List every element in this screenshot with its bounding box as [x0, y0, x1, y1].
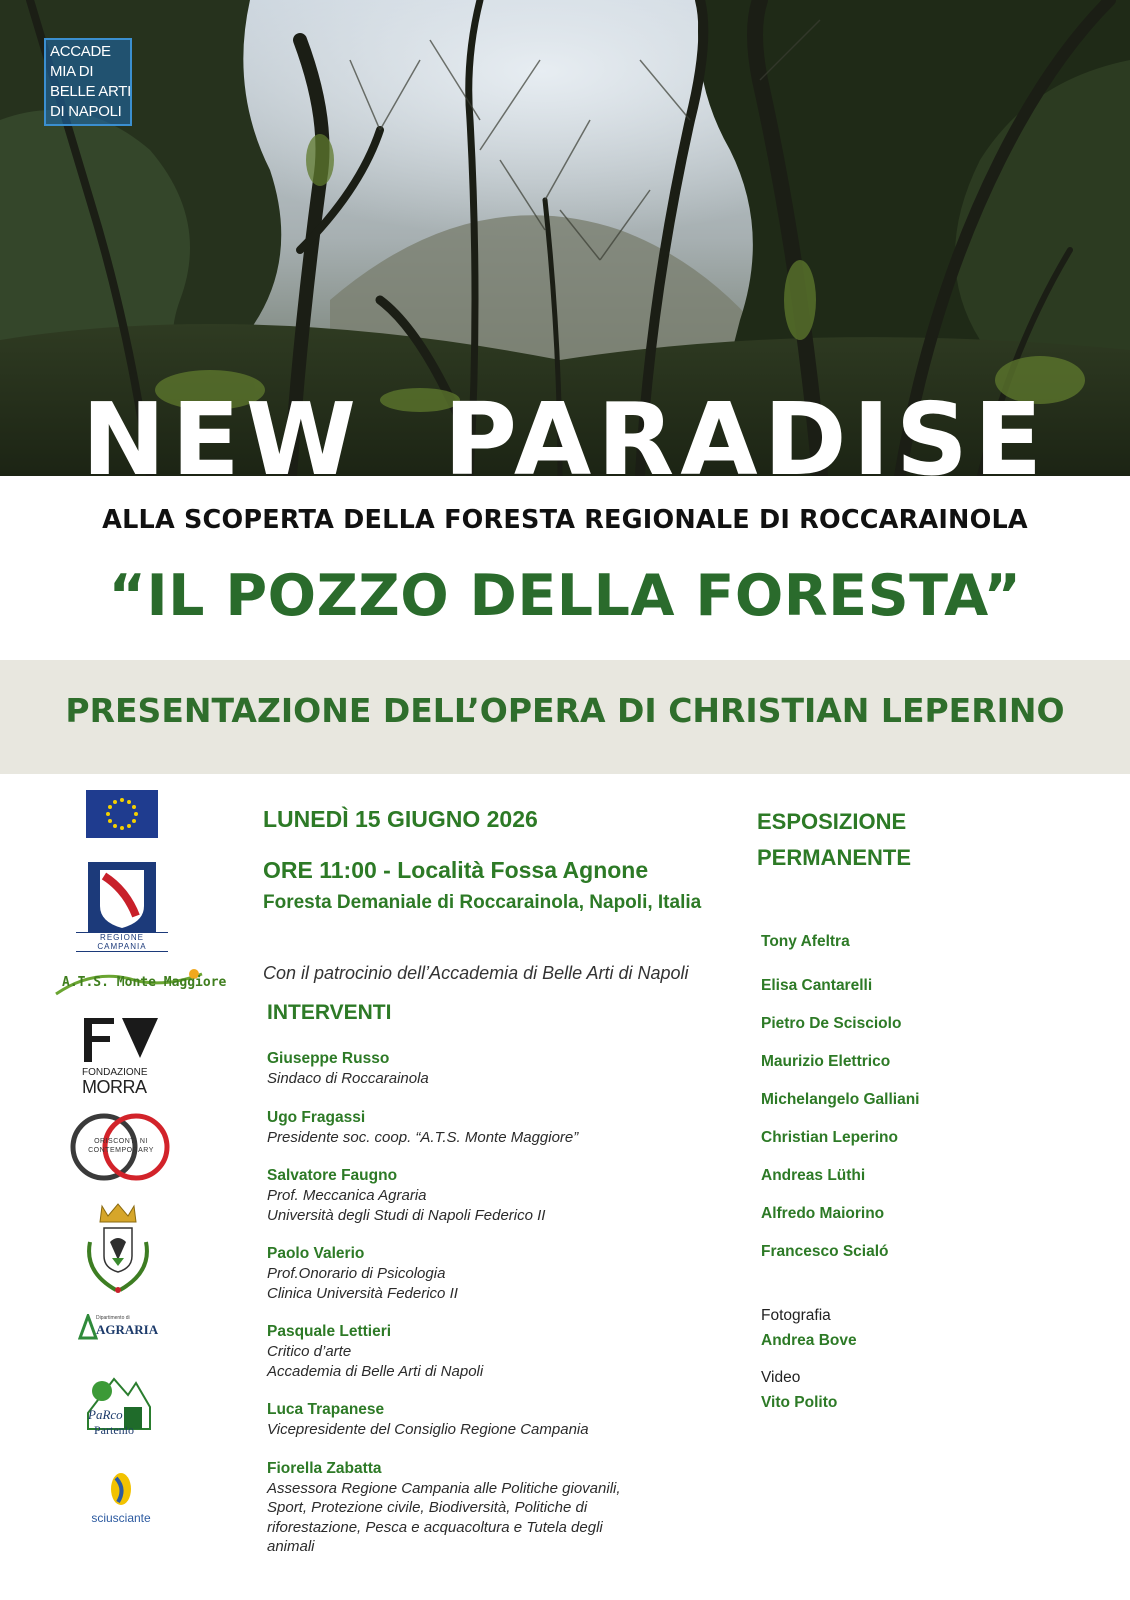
agraria-top-label: Dipartimento di [96, 1315, 130, 1321]
esposizione-heading-line: ESPOSIZIONE [757, 809, 907, 834]
artist-name: Alfredo Maiorino [761, 1205, 885, 1222]
accademia-logo-line: ACCADE [50, 43, 111, 60]
speaker-name: Giuseppe Russo [267, 1050, 390, 1067]
event-address: Foresta Demaniale di Roccarainola, Napoli, Italia [263, 892, 702, 913]
speaker-item [267, 1108, 697, 1148]
speaker-item [267, 1049, 697, 1089]
accademia-logo [44, 38, 132, 126]
regione-campania-logo [76, 860, 168, 950]
sponsor-logos [0, 790, 250, 1600]
speaker-role: Assessora Regione Campania alle Politiche giovanili, [267, 1479, 621, 1497]
speaker-role: Sport, Protezione civile, Biodiversità, Politiche di [267, 1499, 588, 1516]
ats-monte-maggiore-logo [54, 966, 227, 996]
photo-credit-name: Andrea Bove [761, 1332, 857, 1349]
agraria-label: AGRARIA [96, 1322, 159, 1337]
agraria-logo [78, 1314, 160, 1340]
sciusciante-label: sciusciante [91, 1511, 151, 1525]
regione-campania-label: REGIONE CAMPANIA [76, 932, 168, 952]
speaker-item [267, 1244, 697, 1303]
speaker-name: Fiorella Zabatta [267, 1459, 382, 1477]
morra-bottom-label: MORRA [82, 1077, 147, 1097]
artist-name: Francesco Scialó [761, 1243, 889, 1260]
speaker-item [267, 1459, 697, 1557]
speaker-name: Salvatore Faugno [267, 1167, 398, 1184]
hero-photo [0, 0, 1130, 476]
orizzonti-line: CONTEMPORARY [88, 1147, 154, 1154]
speaker-item [267, 1400, 697, 1440]
speaker-list [267, 1049, 697, 1576]
ats-label: A.T.S. Monte Maggiore [62, 975, 227, 990]
patronage-note: Con il patrocinio dell’Accademia di Belle Arti di Napoli [263, 963, 689, 983]
speaker-role: Vicepresidente del Consiglio Regione Campania [267, 1421, 589, 1438]
speaker-name: Paolo Valerio [267, 1245, 365, 1262]
artist-name: Andreas Lüthi [761, 1167, 866, 1184]
fondazione-morra-logo [82, 1018, 158, 1098]
esposizione-heading [757, 804, 1017, 876]
parco-partenio-logo [84, 1373, 154, 1443]
speaker-role: Accademia di Belle Arti di Napoli [267, 1362, 484, 1380]
event-title: NEW PARADISE [81, 381, 1049, 476]
accademia-logo-line: BELLE ARTI [50, 83, 131, 100]
speaker-name: Luca Trapanese [267, 1401, 385, 1418]
event-subtitle: ALLA SCOPERTA DELLA FORESTA REGIONALE DI ROCCARAINOLA [102, 505, 1028, 535]
sciusciante-logo [86, 1472, 156, 1525]
accademia-logo-line: DI NAPOLI [50, 103, 122, 120]
photo-credit-label: Fotografia [761, 1307, 831, 1324]
artist-list [761, 932, 1061, 1280]
speaker-role: Clinica Università Federico II [267, 1284, 458, 1302]
speaker-name: Ugo Fragassi [267, 1108, 366, 1126]
comune-roccarainola-emblem [80, 1202, 156, 1296]
esposizione-heading-line: PERMANENTE [757, 845, 912, 870]
parco-top-label: PaRco [88, 1407, 123, 1422]
speaker-role: Sindaco di Roccarainola [267, 1070, 429, 1087]
speaker-role: Prof.Onorario di Psicologia [267, 1265, 446, 1282]
event-time-place: ORE 11:00 - Località Fossa Agnone [263, 857, 649, 883]
accademia-logo-line: MIA DI [50, 63, 94, 80]
artist-name: Pietro De Scisciolo [761, 1015, 902, 1032]
video-credit-name: Vito Polito [761, 1394, 838, 1411]
speaker-role: animali [267, 1538, 315, 1555]
artist-name: Michelangelo Galliani [761, 1091, 920, 1108]
speaker-item [267, 1166, 697, 1225]
speaker-role: Prof. Meccanica Agraria [267, 1187, 427, 1204]
event-date: LUNEDÌ 15 GIUGNO 2026 [263, 806, 538, 832]
speaker-role: Presidente soc. coop. “A.T.S. Monte Maggiore” [267, 1128, 579, 1146]
agraria-emblem [78, 1314, 98, 1340]
speaker-item [267, 1322, 697, 1381]
artist-name: Christian Leperino [761, 1129, 898, 1146]
speaker-name: Pasquale Lettieri [267, 1323, 392, 1340]
speaker-role: Critico d’arte [267, 1343, 352, 1360]
presentation-title: PRESENTAZIONE DELL’OPERA DI CHRISTIAN LEPERINO [65, 691, 1065, 730]
morra-top-label: FONDAZIONE [82, 1067, 148, 1078]
artist-name: Tony Afeltra [761, 933, 850, 950]
eu-flag-logo [86, 790, 158, 838]
sciusciante-emblem [86, 1472, 156, 1506]
interventi-heading: INTERVENTI [267, 1001, 392, 1024]
event-headline: “IL POZZO DELLA FORESTA” [108, 563, 1022, 629]
speaker-role: riforestazione, Pesca e acquacoltura e Tutela degli [267, 1518, 603, 1536]
morra-emblem [82, 1018, 158, 1062]
orizzonti-line: ORISCONTI NI [94, 1138, 148, 1145]
video-credit-label: Video [761, 1369, 801, 1386]
speaker-role: Università degli Studi di Napoli Federico II [267, 1206, 546, 1224]
parco-bottom-label: Partenio [94, 1423, 134, 1437]
artist-name: Maurizio Elettrico [761, 1053, 891, 1070]
artist-name: Elisa Cantarelli [761, 977, 873, 994]
orizzonti-logo [68, 1110, 172, 1184]
